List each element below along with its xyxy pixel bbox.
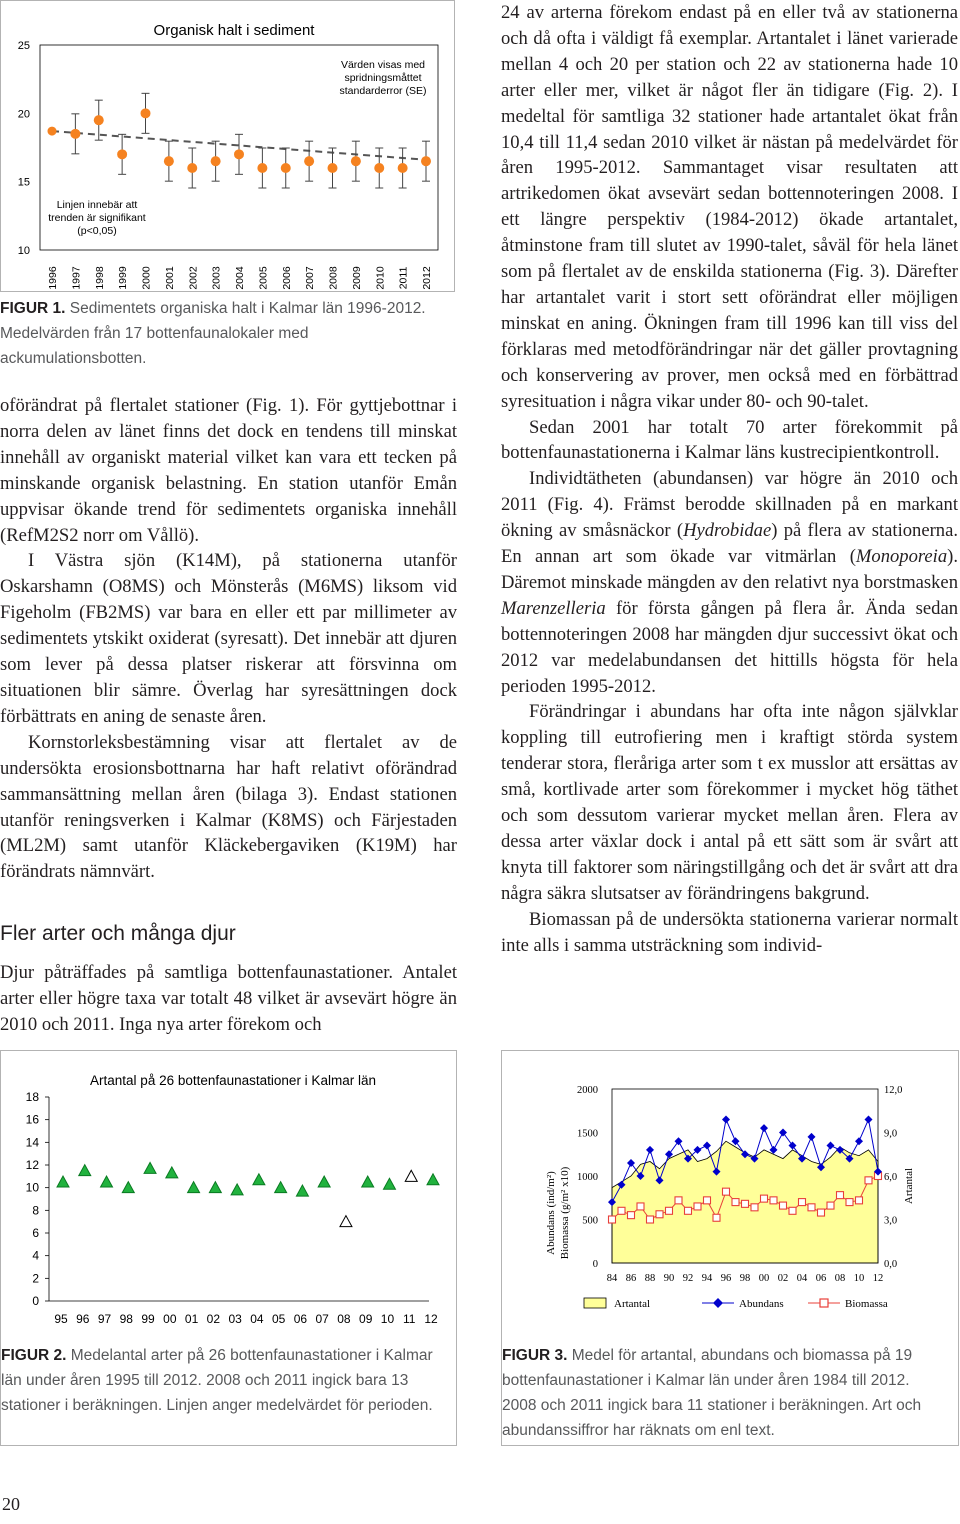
x-tick-label: 2004 [234, 266, 246, 290]
data-point [281, 163, 291, 173]
x-tick-label: 2003 [210, 266, 223, 290]
data-point [188, 1182, 200, 1193]
y-tick-label: 20 [17, 108, 30, 121]
y-tick-label: 25 [17, 40, 30, 52]
x-tick-label: 1997 [70, 266, 83, 290]
left-column [0, 393, 457, 885]
data-point [144, 1162, 156, 1173]
y-tick-label: 4 [32, 1248, 39, 1263]
y-tick-label: 10 [17, 245, 30, 257]
data-point [231, 1184, 243, 1195]
abundans-marker [865, 1115, 873, 1123]
legend-abundans: Abundans [739, 1298, 784, 1310]
biomassa-marker [713, 1214, 720, 1221]
y-left-tick-label: 2000 [577, 1085, 598, 1096]
x-tick-label: 06 [293, 1312, 308, 1326]
biomassa-marker [808, 1204, 815, 1211]
y-tick-label: 10 [25, 1180, 39, 1195]
x-tick-label: 04 [796, 1273, 808, 1284]
data-point-partial [405, 1170, 417, 1181]
data-point [209, 1182, 221, 1193]
x-tick-label: 96 [76, 1312, 90, 1326]
x-tick-label: 11 [403, 1312, 416, 1326]
biomassa-marker [637, 1203, 644, 1210]
data-point [70, 129, 80, 139]
biomassa-marker [827, 1202, 834, 1209]
data-point [374, 163, 384, 173]
figure-1-trend-note-1: Linjen innebär att [56, 199, 138, 211]
y-left-tick-label: 500 [582, 1215, 598, 1227]
figure-1-trend-note-3: (p<0,05) [77, 225, 117, 237]
x-tick-label: 00 [163, 1312, 177, 1326]
biomassa-marker [789, 1207, 796, 1214]
x-tick-label: 10 [853, 1273, 865, 1284]
figure-1-chart [0, 0, 455, 292]
y-left-tick-label: 1000 [577, 1172, 598, 1183]
x-tick-label: 09 [359, 1312, 373, 1326]
data-point [275, 1182, 287, 1193]
data-point [351, 156, 361, 166]
x-tick-label: 06 [815, 1273, 827, 1284]
biomassa-marker [666, 1207, 673, 1214]
data-point [234, 149, 244, 159]
x-tick-label: 1999 [117, 266, 130, 290]
x-tick-label: 88 [644, 1273, 656, 1284]
biomassa-marker [647, 1216, 654, 1223]
x-tick-label: 2012 [421, 266, 433, 290]
y-tick-label: 2 [32, 1271, 39, 1286]
x-tick-label: 07 [315, 1312, 329, 1326]
data-point [253, 1174, 265, 1185]
x-tick-label: 98 [739, 1273, 751, 1284]
x-tick-label: 1996 [47, 266, 59, 290]
left-paragraph-3: Kornstorleksbestämning visar att flertalet av de undersökta erosionsbottnarna har haft relativt oförändrad sammansättning mellan åren (bilaga 3). Endast stationen utanför reningsverken i Kalmar (K8MS) och Färjestaden (ML2M) samt utanför Kläckebergaviken (K19M) har förändrats nämnvärt. [0, 731, 457, 883]
data-point [383, 1178, 395, 1189]
figure-3-caption-text: Medel för artantal, abundans och biomassa på 19 bottenfaunastationer i Kalmar län under åren 1984 till 2012. 2008 och 2011 ingick bara 11 stationer i beräkningen. Art och abundanssiffror har räknats om enl text. [502, 1347, 922, 1439]
data-point [328, 163, 338, 173]
data-point [117, 149, 127, 159]
figure-2-caption-text: Medelantal arter på 26 bottenfaunastationer i Kalmar län under åren 1995 till 2012. 2008 och 2011 ingick bara 13 stationer i beräkningen. Linjen anger medelvärdet för perioden. [1, 1347, 433, 1414]
x-tick-label: 10 [380, 1312, 395, 1326]
legend-biomassa: Biomassa [845, 1298, 888, 1310]
x-tick-label: 86 [625, 1273, 637, 1284]
x-tick-label: 2002 [187, 266, 200, 290]
x-tick-label: 02 [777, 1273, 789, 1284]
x-tick-label: 2006 [280, 266, 293, 290]
biomassa-marker [751, 1204, 758, 1211]
y-right-tick-label: 6,0 [884, 1172, 898, 1183]
biomassa-marker [865, 1177, 872, 1184]
data-point [362, 1176, 374, 1187]
biomassa-marker [628, 1212, 635, 1219]
biomassa-marker [732, 1199, 739, 1206]
figure-3-caption [502, 1343, 948, 1443]
y-tick-label: 0 [32, 1294, 39, 1308]
figure-1-title: Organisk halt i sediment [153, 22, 315, 39]
x-tick-label: 2005 [257, 266, 270, 290]
data-point [187, 163, 197, 173]
y-tick-label: 14 [25, 1135, 39, 1150]
right-column [501, 0, 958, 959]
x-tick-label: 97 [97, 1312, 112, 1326]
biomassa-marker [742, 1200, 749, 1207]
right-paragraph-2: Sedan 2001 har totalt 70 arter förekommit på bottenfaunastationerna i Kalmar läns kustrecipientkontroll. [501, 416, 958, 464]
figure-1-caption [0, 296, 455, 371]
biomassa-marker [656, 1211, 663, 1218]
figure-2-chart [1, 1051, 456, 1341]
figure-1-frame [0, 0, 455, 292]
x-tick-label: 96 [720, 1273, 732, 1284]
biomassa-marker [609, 1216, 616, 1223]
figure-1-caption-label: FIGUR 1. [0, 300, 66, 317]
y-right-tick-label: 3,0 [884, 1215, 898, 1227]
y-right-tick-label: 12,0 [884, 1085, 903, 1096]
biomassa-marker [694, 1203, 701, 1210]
data-point [122, 1182, 134, 1193]
y-tick-label: 8 [32, 1203, 39, 1218]
legend-artantal: Artantal [614, 1298, 651, 1310]
x-tick-label: 2010 [374, 266, 387, 290]
data-point [101, 1176, 113, 1187]
figure-2-frame [0, 1050, 457, 1446]
y-left-tick-label: 1500 [577, 1128, 598, 1140]
x-tick-label: 95 [54, 1312, 68, 1326]
x-tick-label: 94 [701, 1273, 713, 1284]
biomassa-marker [761, 1195, 768, 1202]
data-point-start [48, 127, 57, 136]
abundans-marker [827, 1142, 835, 1150]
biomassa-marker [618, 1207, 625, 1214]
x-tick-label: 05 [271, 1312, 286, 1326]
figure-1-note-line-2: spridningsmåttet [344, 72, 422, 84]
data-point [318, 1176, 330, 1187]
y-right-tick-label: 0,0 [884, 1259, 898, 1270]
right-paragraph-4: Förändringar i abundans har ofta inte någon självklar koppling till eutrofiering men i kraftigt störda system tenderar stora, fleråriga arter som t ex musslor att ersättas av små, kortlivade arter som förekommer i mycket hög täthet och som dessutom varierar mycket mellan åren. Flera av dessa arter växlar dock i antal på ett sätt som är svårt att knyta till faktorer som näringstillgång och det är svårt att dra några säkra slutsatser av förändringens bakgrund. [501, 701, 958, 904]
x-tick-label: 03 [228, 1312, 242, 1326]
x-tick-label: 04 [250, 1312, 264, 1326]
y-tick-label: 18 [25, 1090, 39, 1104]
biomassa-marker [675, 1197, 682, 1204]
figure-3-ylabel-left: Abundans (ind/m²) [545, 1171, 557, 1255]
abundans-marker [722, 1115, 730, 1123]
x-tick-label: 01 [184, 1312, 199, 1326]
data-point [79, 1165, 91, 1176]
data-point [166, 1167, 178, 1178]
data-point [141, 108, 151, 118]
abundans-marker [627, 1159, 635, 1167]
x-tick-label: 2000 [140, 266, 153, 290]
figure-3-frame [501, 1050, 959, 1446]
y-tick-label: 12 [25, 1158, 39, 1172]
biomassa-marker [780, 1202, 787, 1209]
x-tick-label: 92 [682, 1273, 694, 1284]
data-point [427, 1174, 439, 1185]
abundans-marker [789, 1142, 797, 1150]
abundans-marker [760, 1124, 768, 1132]
data-point [304, 156, 314, 166]
x-tick-label: 1998 [93, 266, 106, 290]
biomassa-marker [770, 1197, 777, 1204]
biomassa-marker [856, 1197, 863, 1204]
figure-3-caption-label: FIGUR 3. [502, 1347, 568, 1364]
abundans-marker [732, 1137, 740, 1145]
y-tick-label: 16 [25, 1112, 39, 1127]
data-point [421, 156, 431, 166]
x-tick-label: 12 [424, 1312, 438, 1326]
left-paragraph-4: Djur påträffades på samtliga bottenfaunastationer. Antalet arter eller högre taxa var totalt 48 vilket är avsevärt högre än 2010 och 2011. Inga nya arter förekom och [0, 962, 457, 1035]
biomassa-marker [799, 1199, 806, 1206]
y-left-tick-label: 0 [592, 1259, 598, 1270]
x-tick-label: 08 [337, 1312, 351, 1326]
x-tick-label: 2011 [397, 266, 410, 290]
abundans-marker [703, 1142, 711, 1150]
figure-2-caption-label: FIGUR 2. [1, 1347, 67, 1364]
figure-2-caption [1, 1343, 441, 1418]
abundans-marker [646, 1146, 654, 1154]
x-tick-label: 90 [663, 1273, 675, 1284]
figure-1-caption-text: Sedimentets organiska halt i Kalmar län 1996-2012. Medelvärden från 17 bottenfaunalokaler med ackumulationsbotten. [0, 300, 426, 367]
data-point [94, 115, 104, 125]
right-paragraph-3: Individtätheten (abundansen) var högre än 2010 och 2011 (Fig. 4). Främst berodde skillnaden på en markant ökning av småsnäckor (Hydrobidae) på flera av stationerna. En annan art som ökade var vitmärlan (Monoporeia). Däremot minskade mängden av den relativt nya borstmasken Marenzelleria för första gången på flera år. Ända sedan bottennoteringen 2008 har mängden djur successivt ökat och 2012 var medelabundansen det hittills högsta för hela perioden 1995-2012. [501, 468, 958, 697]
x-tick-label: 02 [206, 1312, 221, 1326]
biomassa-marker [723, 1188, 730, 1195]
data-point [211, 156, 221, 166]
data-point-partial [340, 1216, 352, 1227]
abundans-marker [675, 1137, 683, 1145]
biomassa-marker [837, 1192, 844, 1199]
y-tick-label: 15 [17, 176, 30, 189]
x-tick-label: 12 [872, 1273, 884, 1284]
data-point [164, 156, 174, 166]
figure-3-legend [584, 1298, 888, 1310]
section-heading: Fler arter och många djur [0, 922, 236, 945]
biomassa-marker [818, 1209, 825, 1216]
x-tick-label: 2001 [163, 266, 176, 290]
x-tick-label: 99 [141, 1312, 155, 1326]
figure-1-note-line-1: Värden visas med [340, 59, 426, 71]
figure-3-ylabel-left-2: Biomassa (g/m² x10) [559, 1166, 571, 1260]
right-paragraph-1: 24 av arterna förekom endast på en eller två av stationerna och då ofta i väldigt få exemplar. Artantalet i länet varierade mellan 4 och 20 per station och 22 av stationerna hade 10 arter eller mer, vilket är något fler än tidigare (Fig. 2). I medeltal för samtliga 32 stationer hade artantalet ökat från 10,4 till 11,4 sedan 2010 vilket är nästan på medelvärdet för åren 1995-2012. Sammantaget visar resultaten att artrikedomen ökat avsevärt sedan bottennoteringen 2008. I ett längre perspektiv (1984-2012) ökade artantalet, åtminstone fram till slutet av 1990-talet, såväl för hela länet som på flertalet av de enskilda stationerna (Fig. 3). Därefter har artantalet varit i stort sett oförändrat eller möjligen minskat en aning. Ökningen fram till 1996 kan till viss del förklaras med metodförändringar när det gäller provtagning och konservering av prover, men också med en förbättrad syresituation i några vikar under 80- och 90-talet. [501, 2, 958, 412]
y-tick-label: 6 [32, 1226, 39, 1240]
biomassa-marker [704, 1197, 711, 1204]
data-point [398, 163, 408, 173]
left-column-2 [0, 960, 457, 1038]
biomassa-marker [846, 1199, 853, 1206]
data-point [296, 1185, 308, 1196]
left-paragraph-2: I Västra sjön (K14M), på stationerna utanför Oskarshamn (O8MS) och Mönsterås (M6MS) liksom vid Figeholm (FB2MS) var bara en eller ett par millimeter av sedimentets ytskikt oxiderat (syresatt). Det innebär att djuren som lever på dessa platser riskerar att försvinna om situationen blir sämre. Överlag har syresättningen dock förbättrats en aning de senaste åren. [0, 550, 457, 727]
right-paragraph-5: Biomassan på de undersökta stationerna varierar normalt inte alls i samma utsträckning som individ- [501, 908, 958, 956]
x-tick-label: 2007 [304, 266, 317, 290]
x-tick-label: 84 [606, 1273, 618, 1284]
biomassa-marker [685, 1207, 692, 1214]
x-tick-label: 00 [758, 1273, 770, 1284]
x-tick-label: 98 [119, 1312, 133, 1326]
abundans-marker [808, 1133, 816, 1141]
abundans-marker [779, 1129, 787, 1137]
figure-1-trend-note-2: trenden är signifikant [48, 212, 146, 224]
x-tick-label: 2009 [350, 266, 363, 290]
abundans-marker [855, 1137, 863, 1145]
x-tick-label: 2008 [327, 266, 340, 290]
left-paragraph-1: oförändrat på flertalet stationer (Fig. 1). För gyttjebottnar i norra delen av länet finns det dock en tendens till minskat innehåll av organiskt material vilket kan vara ett tecken på minskande organisk belastning. En station utanför Emån uppvisar ökande trend för sedimentets organiska innehåll (RefM2S2 norr om Vållö). [0, 395, 457, 546]
figure-2-title: Artantal på 26 bottenfaunastationer i Kalmar län [90, 1073, 376, 1088]
y-right-tick-label: 9,0 [884, 1128, 898, 1140]
x-tick-label: 08 [834, 1273, 846, 1284]
page-number: 20 [2, 1494, 20, 1514]
figure-3-chart [502, 1051, 958, 1321]
figure-3-ylabel-right: Artantal [903, 1167, 915, 1205]
data-point [257, 163, 267, 173]
data-point [57, 1176, 69, 1187]
figure-1-note-line-3: standarderror (SE) [339, 85, 427, 97]
